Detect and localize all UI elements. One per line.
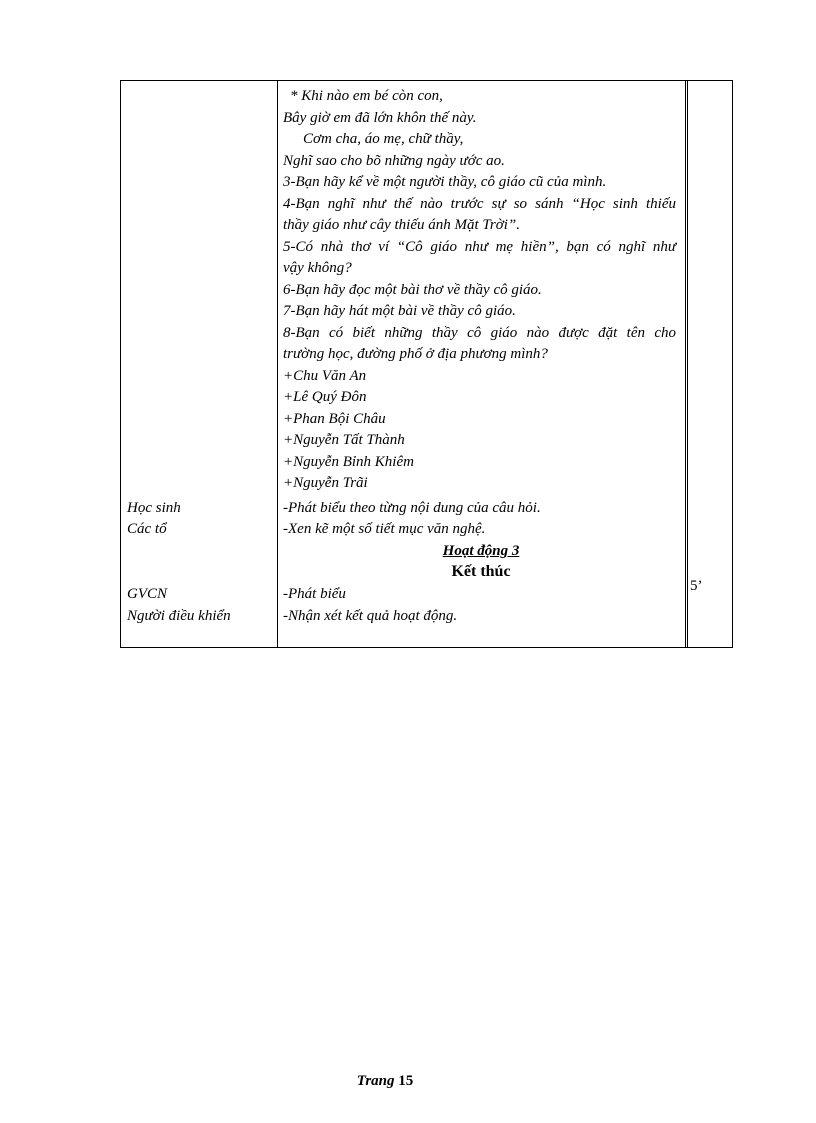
activity-step: -Phát biểu [283, 586, 346, 602]
teacher-name: +Lê Quý Đôn [283, 389, 367, 405]
poem-line: * Khi nào em bé còn con, [290, 88, 443, 104]
section-heading: Hoạt động 3 [442, 543, 520, 559]
participant-label: Người điều khiển [127, 608, 231, 624]
question: 4-Bạn nghĩ như thế nào trước sự so sánh “Học sinh thiếu [283, 196, 676, 212]
page-label: Trang [356, 1073, 395, 1089]
teacher-name: +Nguyễn Trãi [283, 475, 368, 491]
question: thầy giáo như cây thiếu ánh Mặt Trời”. [283, 217, 521, 233]
column-divider [685, 81, 686, 647]
section-title: Kết thúc [451, 563, 511, 580]
teacher-name: +Phan Bội Châu [283, 411, 386, 427]
page-number: 15 [398, 1073, 414, 1089]
teacher-name: +Chu Văn An [283, 368, 367, 384]
question: 5-Có nhà thơ ví “Cô giáo như mẹ hiền”, bạn có nghĩ như [283, 239, 676, 255]
question: 7-Bạn hãy hát một bài về thầy cô giáo. [283, 303, 516, 319]
teacher-name: +Nguyễn Bỉnh Khiêm [283, 454, 414, 470]
column-divider [687, 81, 688, 647]
activity-step: -Nhận xét kết quả hoạt động. [283, 608, 458, 624]
participant-label: Các tổ [127, 521, 167, 537]
question: 8-Bạn có biết những thầy cô giáo nào được đặt tên cho [283, 325, 676, 341]
poem-line: Nghĩ sao cho bõ những ngày ước ao. [283, 153, 505, 169]
participant-label: GVCN [127, 586, 168, 602]
duration-value: 5’ [690, 578, 703, 594]
activity-step: -Phát biểu theo từng nội dung của câu hỏi. [283, 500, 541, 516]
activity-step: -Xen kẽ một số tiết mục văn nghệ. [283, 521, 486, 537]
page-footer [0, 1073, 770, 1090]
question: 6-Bạn hãy đọc một bài thơ về thầy cô giáo. [283, 282, 542, 298]
poem-line: Cơm cha, áo mẹ, chữ thầy, [303, 131, 464, 147]
question: 3-Bạn hãy kể về một người thầy, cô giáo cũ của mình. [283, 174, 607, 190]
question: trường học, đường phố ở địa phương mình? [283, 346, 548, 362]
participant-label: Học sinh [127, 500, 181, 516]
teacher-name: +Nguyễn Tất Thành [283, 432, 405, 448]
question: vậy không? [283, 260, 352, 276]
poem-line: Bây giờ em đã lớn khôn thế này. [283, 110, 477, 126]
